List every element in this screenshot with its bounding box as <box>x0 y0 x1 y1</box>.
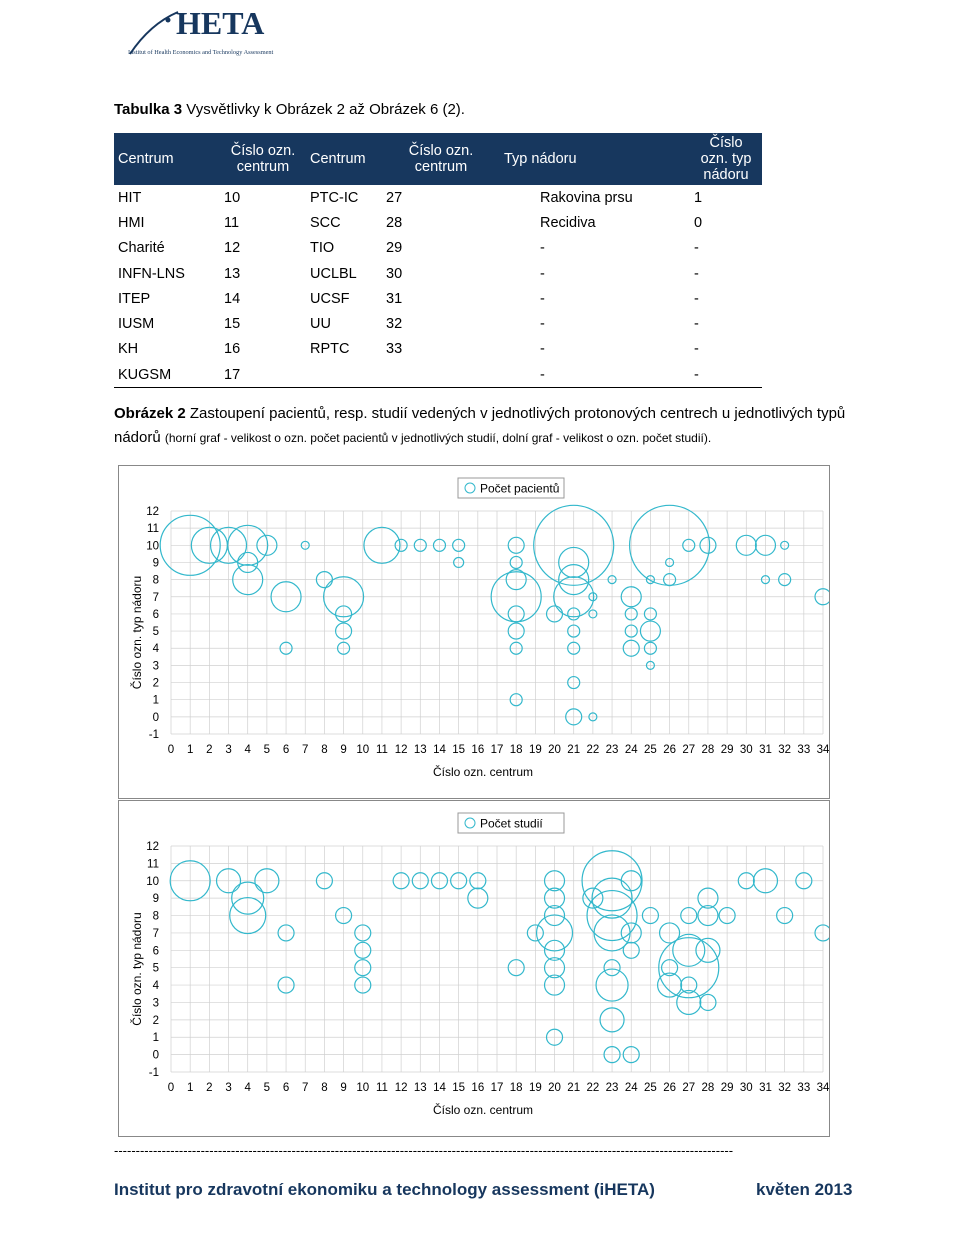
x-tick-label: 3 <box>225 1082 232 1094</box>
logo-swoosh <box>130 12 178 54</box>
y-axis-label: Číslo ozn. typ nádoru <box>130 575 144 690</box>
table-cell: KH <box>118 341 139 358</box>
y-tick-label: 5 <box>152 962 159 975</box>
logo-dot <box>166 18 171 23</box>
x-tick-label: 32 <box>778 744 792 756</box>
table-cell: Charité <box>118 240 165 257</box>
y-tick-label: 6 <box>152 945 159 958</box>
y-tick-label: 7 <box>152 591 159 604</box>
x-tick-label: 6 <box>282 744 290 756</box>
x-tick-label: 30 <box>739 1082 753 1094</box>
x-tick-label: 25 <box>644 744 657 756</box>
table-cell: 14 <box>224 290 241 307</box>
legend-table-row <box>114 236 762 261</box>
x-tick-label: 7 <box>302 744 309 756</box>
x-tick-label: 23 <box>605 1082 619 1094</box>
table-cell: UCLBL <box>310 265 357 282</box>
x-tick-label: 26 <box>663 1082 676 1094</box>
table-cell: - <box>500 362 690 388</box>
x-tick-label: 28 <box>701 1082 715 1094</box>
logo-word: HETA <box>176 5 265 41</box>
table-cell: 30 <box>386 265 403 282</box>
legend-table-header <box>114 133 762 185</box>
x-tick-label: 33 <box>797 1082 811 1094</box>
y-tick-label: 12 <box>146 506 159 518</box>
y-tick-label: 7 <box>152 927 159 940</box>
y-tick-label: 5 <box>152 626 159 639</box>
x-tick-label: 4 <box>244 744 251 756</box>
table-cell: HMI <box>118 214 145 231</box>
table-cell: 1 <box>694 189 703 206</box>
y-tick-label: 8 <box>152 910 159 923</box>
x-tick-label: 26 <box>663 744 676 756</box>
x-tick-label: 27 <box>682 744 696 756</box>
x-tick-label: 9 <box>340 744 347 756</box>
x-tick-label: 29 <box>720 744 734 756</box>
x-tick-label: 1 <box>186 744 194 756</box>
figure-caption-label: Obrázek 2 <box>114 405 186 422</box>
table-cell <box>382 362 500 388</box>
y-tick-label: -1 <box>148 729 159 741</box>
y-tick-label: 4 <box>152 643 159 656</box>
x-tick-label: 31 <box>759 1082 772 1094</box>
x-tick-label: 25 <box>644 1082 657 1094</box>
y-tick-label: 4 <box>152 980 159 993</box>
table-cell: 28 <box>386 214 403 231</box>
table-cell: Rakovina prsu <box>540 189 633 206</box>
x-tick-label: 5 <box>263 1082 271 1094</box>
logo-tagline: Institut of Health Economics and Technology Assessment <box>128 49 274 56</box>
x-tick-label: 11 <box>375 744 388 756</box>
table-cell: - <box>540 316 545 333</box>
table-cell: - <box>690 362 762 388</box>
table-cell: 0 <box>694 214 703 231</box>
table-cell: - <box>540 290 545 307</box>
x-tick-label: 12 <box>394 1082 408 1094</box>
y-tick-label: 0 <box>152 1049 159 1062</box>
iheta-logo <box>120 4 320 60</box>
table-cell: 27 <box>386 189 403 206</box>
table-cell: - <box>694 290 699 307</box>
table-caption-label: Tabulka 3 <box>114 101 183 118</box>
x-tick-label: 31 <box>759 744 772 756</box>
header-cell: Číslo ozn. typ nádoru <box>690 133 762 185</box>
x-tick-label: 11 <box>375 1082 388 1094</box>
x-tick-label: 13 <box>413 744 427 756</box>
table-cell: Recidiva <box>540 214 596 231</box>
y-tick-label: 2 <box>152 1014 159 1027</box>
footer-institute: Institut pro zdravotní ekonomiku a technology assessment (iHETA) <box>114 1180 655 1199</box>
x-tick-label: 21 <box>567 744 581 756</box>
x-tick-label: 5 <box>263 744 271 756</box>
table-cell: HIT <box>118 189 142 206</box>
x-tick-label: 24 <box>624 1082 638 1094</box>
table-cell: UCSF <box>310 290 350 307</box>
table-cell: RPTC <box>310 341 350 358</box>
y-tick-label: 2 <box>152 677 159 690</box>
y-tick-label: 1 <box>152 694 159 707</box>
table-cell: - <box>540 265 545 282</box>
x-tick-label: 33 <box>797 744 811 756</box>
footer-date: květen 2013 <box>756 1180 853 1199</box>
legend-label: Počet pacientů <box>480 481 560 496</box>
legend-table-row <box>114 337 762 362</box>
table-cell: - <box>694 265 699 282</box>
x-tick-label: 22 <box>586 744 600 756</box>
table-cell: 12 <box>224 240 241 257</box>
header-cell: Číslo ozn. centrum <box>382 133 500 185</box>
x-tick-label: 27 <box>682 1082 696 1094</box>
bubble-chart-studies <box>118 800 830 1137</box>
footer-divider: ----------------------------------------------------------------------------------------------------------------------------------------------- <box>114 1143 734 1158</box>
legend-table-row <box>114 362 762 388</box>
x-tick-label: 8 <box>321 1082 328 1094</box>
y-tick-label: 12 <box>146 841 159 853</box>
table-cell <box>306 362 382 388</box>
table-cell: 31 <box>386 290 403 307</box>
x-tick-label: 0 <box>167 1082 175 1094</box>
table-cell: PTC-IC <box>310 189 359 206</box>
table-cell: 17 <box>220 362 306 388</box>
x-tick-label: 6 <box>282 1082 290 1094</box>
table-cell: 29 <box>386 240 403 257</box>
x-tick-label: 13 <box>413 1082 427 1094</box>
header-cell: Centrum <box>306 133 382 185</box>
table-cell: - <box>694 316 699 333</box>
x-tick-label: 23 <box>605 744 619 756</box>
table-cell: 16 <box>224 341 241 358</box>
table-caption <box>114 101 465 118</box>
x-tick-label: 17 <box>490 1082 504 1094</box>
x-tick-label: 3 <box>225 744 232 756</box>
x-tick-label: 1 <box>186 1082 194 1094</box>
legend-table-row <box>114 286 762 311</box>
x-tick-label: 15 <box>452 1082 466 1094</box>
table-cell: 11 <box>224 214 240 231</box>
table-cell: - <box>540 341 545 358</box>
y-tick-label: 11 <box>147 858 159 871</box>
x-tick-label: 19 <box>528 744 542 756</box>
x-tick-label: 20 <box>548 1082 561 1094</box>
y-tick-label: 10 <box>146 875 159 888</box>
x-tick-label: 20 <box>548 744 561 756</box>
table-cell: IUSM <box>118 316 155 333</box>
x-tick-label: 8 <box>321 744 328 756</box>
legend-table <box>114 133 762 388</box>
x-tick-label: 24 <box>624 744 638 756</box>
table-cell: TIO <box>310 240 335 257</box>
x-axis-label: Číslo ozn. centrum <box>432 765 534 779</box>
table-cell: 10 <box>224 189 241 206</box>
header-cell: Centrum <box>114 133 220 185</box>
x-tick-label: 7 <box>302 1082 309 1094</box>
x-tick-label: 18 <box>509 744 523 756</box>
table-cell: UU <box>310 316 331 333</box>
table-cell: SCC <box>310 214 341 231</box>
table-cell: 32 <box>386 316 403 333</box>
header-cell: Číslo ozn. centrum <box>220 133 306 185</box>
x-tick-label: 18 <box>509 1082 523 1094</box>
table-cell: KUGSM <box>114 362 220 388</box>
bubble-chart-patients <box>118 465 830 799</box>
y-axis-label: Číslo ozn. typ nádoru <box>130 912 144 1026</box>
y-tick-label: 9 <box>152 893 159 906</box>
x-tick-label: 14 <box>433 1082 446 1094</box>
x-axis-label: Číslo ozn. centrum <box>432 1103 534 1117</box>
legend-table-row <box>114 185 762 210</box>
y-tick-label: 10 <box>146 540 159 553</box>
x-tick-label: 16 <box>471 1082 485 1094</box>
table-cell: - <box>694 341 699 358</box>
x-tick-label: 29 <box>720 1082 734 1094</box>
x-tick-label: 17 <box>490 744 504 756</box>
y-tick-label: 8 <box>152 574 159 587</box>
x-tick-label: 14 <box>433 744 446 756</box>
x-tick-label: 34 <box>816 744 829 756</box>
x-tick-label: 32 <box>778 1082 792 1094</box>
y-tick-label: 3 <box>152 997 159 1010</box>
x-tick-label: 2 <box>206 744 213 756</box>
chart-svg-patients <box>119 466 829 798</box>
figure-caption-text: Zastoupení pacientů, resp. studií vedených v jednotlivých protonových centrech u jednotlivých typů nádorů <box>114 405 846 446</box>
x-tick-label: 10 <box>356 744 370 756</box>
legend-table-row <box>114 210 762 235</box>
legend-label: Počet studií <box>480 816 543 831</box>
chart-svg-studies <box>119 801 829 1136</box>
x-tick-label: 10 <box>356 1082 370 1094</box>
x-tick-label: 19 <box>528 1082 542 1094</box>
y-tick-label: 6 <box>152 608 159 621</box>
table-caption-text: Vysvětlivky k Obrázek 2 až Obrázek 6 (2). <box>186 101 465 118</box>
y-tick-label: 0 <box>152 711 159 724</box>
table-cell: - <box>540 240 545 257</box>
x-tick-label: 22 <box>586 1082 600 1094</box>
y-tick-label: 11 <box>147 523 159 536</box>
y-tick-label: 9 <box>152 557 159 570</box>
x-tick-label: 9 <box>340 1082 347 1094</box>
figure-caption <box>114 402 854 450</box>
table-cell: 13 <box>224 265 241 282</box>
x-tick-label: 2 <box>206 1082 213 1094</box>
header-cell: Typ nádoru <box>500 133 690 185</box>
y-tick-label: -1 <box>148 1067 159 1079</box>
figure-caption-note: (horní graf - velikost o ozn. počet pacientů v jednotlivých studií, dolní graf - velikost o ozn. počet studií). <box>164 431 712 445</box>
x-tick-label: 28 <box>701 744 715 756</box>
legend-table-row <box>114 261 762 286</box>
x-tick-label: 21 <box>567 1082 581 1094</box>
x-tick-label: 0 <box>167 744 175 756</box>
table-cell: 15 <box>224 316 241 333</box>
table-cell: 33 <box>386 341 403 358</box>
x-tick-label: 16 <box>471 744 485 756</box>
legend-table-row <box>114 311 762 336</box>
table-cell: INFN-LNS <box>118 265 185 282</box>
table-cell: - <box>694 240 699 257</box>
x-tick-label: 12 <box>394 744 408 756</box>
x-tick-label: 4 <box>244 1082 251 1094</box>
x-tick-label: 15 <box>452 744 466 756</box>
table-cell: ITEP <box>118 290 151 307</box>
y-tick-label: 3 <box>152 660 159 673</box>
x-tick-label: 34 <box>816 1082 829 1094</box>
y-tick-label: 1 <box>152 1032 159 1045</box>
x-tick-label: 30 <box>739 744 753 756</box>
